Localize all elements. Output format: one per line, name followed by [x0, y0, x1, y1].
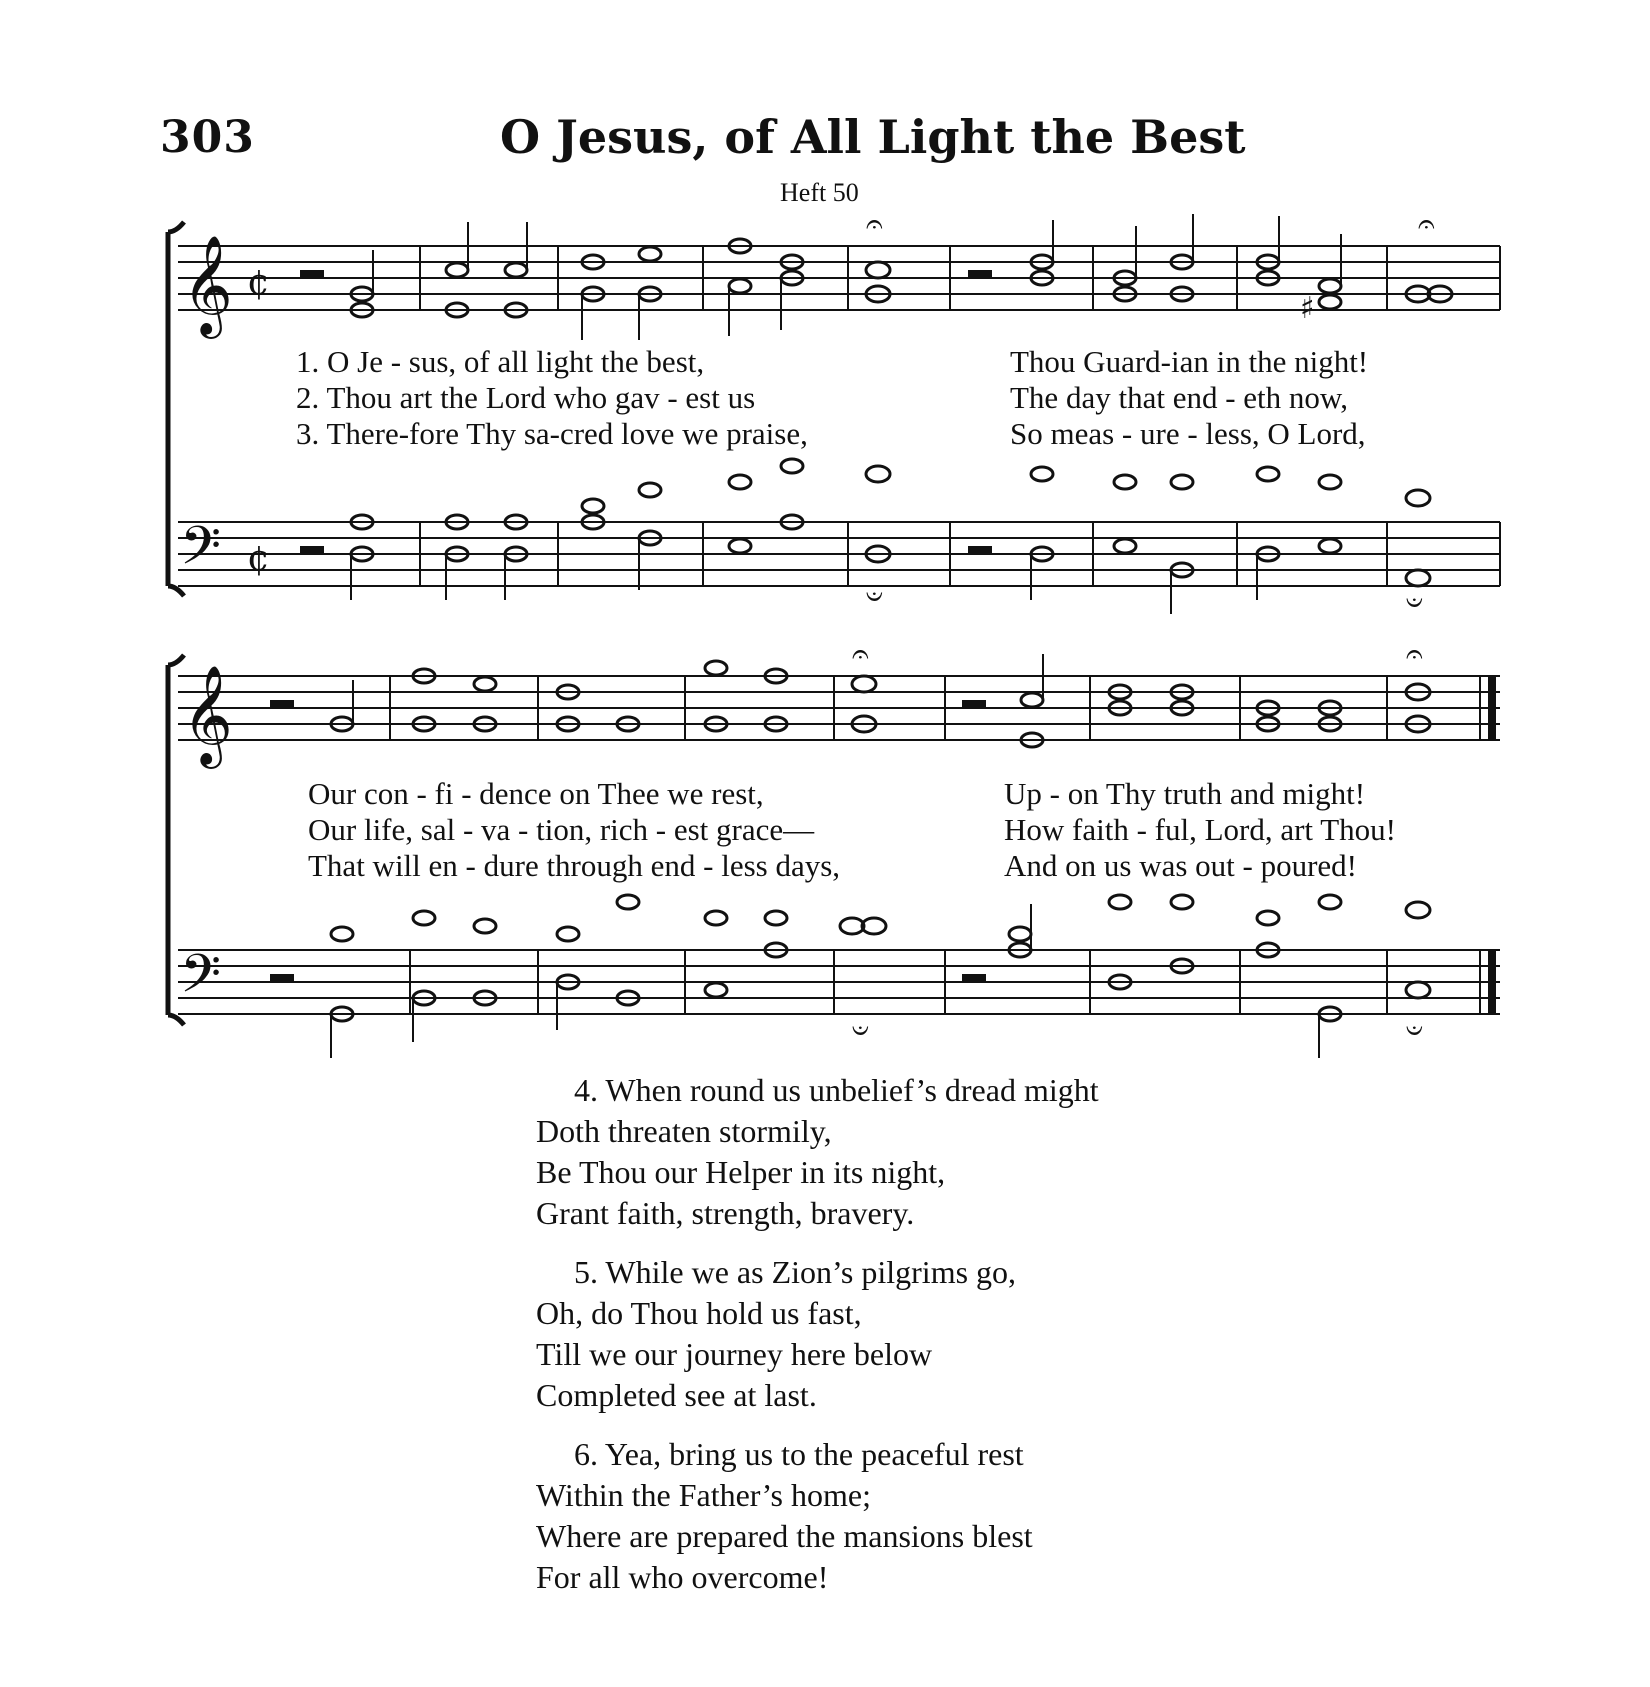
- verse-1-line-b: Thou Guard-ian in the night!: [1010, 344, 1369, 379]
- verse-3-line-c: That will en - dure through end - less days,: [308, 848, 841, 883]
- stanza-line: Till we our journey here below: [536, 1336, 933, 1372]
- stanza-5: [536, 1252, 1016, 1416]
- half-rest-icon: [962, 700, 986, 708]
- fermata-below-icon: 𝄑: [1406, 585, 1423, 620]
- final-barline: [1480, 676, 1492, 1014]
- verse-3-line-a: 3. There-fore Thy sa-cred love we praise,: [296, 416, 808, 451]
- bass-notes-2: [331, 895, 1430, 1021]
- stanza-4: [536, 1070, 1099, 1234]
- verse-2-line-b: The day that end - eth now,: [1010, 380, 1349, 415]
- stanza-line: Grant faith, strength, bravery.: [536, 1195, 915, 1231]
- half-rest-icon: [300, 546, 324, 554]
- stanza-line: 6. Yea, bring us to the peaceful rest: [574, 1436, 1024, 1472]
- verse-1-line-c: Our con - fi - dence on Thee we rest,: [308, 776, 764, 811]
- sharp-icon: ♯: [1300, 291, 1315, 326]
- bass-staff: [178, 950, 1500, 1014]
- bass-clef-icon: 𝄢: [180, 516, 222, 590]
- stanza-line: 4. When round us unbelief’s dread might: [574, 1072, 1099, 1108]
- stanza-6: [536, 1434, 1033, 1598]
- verse-2-line-d: How faith - ful, Lord, art Thou!: [1004, 812, 1396, 847]
- half-rest-icon: [968, 546, 992, 554]
- half-rest-icon: [962, 974, 986, 982]
- cut-time-icon: ¢: [247, 262, 270, 303]
- fermata-icon: 𝄐: [852, 637, 869, 672]
- stanza-line: Where are prepared the mansions blest: [536, 1518, 1033, 1554]
- verse-3-line-b: So meas - ure - less, O Lord,: [1010, 416, 1366, 451]
- treble-stems-2: [353, 654, 1043, 724]
- fermata-below-icon: 𝄑: [1406, 1013, 1423, 1048]
- half-rest-icon: [270, 974, 294, 982]
- half-rest-icon: [270, 700, 294, 708]
- treble-clef-icon: 𝄞: [182, 665, 233, 765]
- stanza-line: 5. While we as Zion’s pilgrims go,: [574, 1254, 1017, 1290]
- verse-2-line-a: 2. Thou art the Lord who gav - est us: [296, 380, 756, 415]
- fermata-below-icon: 𝄑: [866, 579, 883, 614]
- fermata-icon: 𝄐: [1418, 207, 1435, 242]
- hymn-title: O Jesus, of All Light the Best: [500, 110, 1246, 164]
- stanza-line: Within the Father’s home;: [536, 1477, 871, 1513]
- cut-time-icon: ¢: [247, 538, 270, 579]
- verse-1-line-a: 1. O Je - sus, of all light the best,: [296, 344, 705, 379]
- stanza-line: For all who overcome!: [536, 1559, 829, 1595]
- stanza-line: Be Thou our Helper in its night,: [536, 1154, 946, 1190]
- stanza-line: Completed see at last.: [536, 1377, 817, 1413]
- treble-notes-2: [331, 661, 1430, 747]
- half-rest-icon: [968, 270, 992, 278]
- fermata-icon: 𝄐: [1406, 637, 1423, 672]
- hymn-number: 303: [160, 112, 255, 163]
- bass-staff: [178, 522, 1500, 586]
- verse-2-line-c: Our life, sal - va - tion, rich - est grace—: [308, 812, 815, 847]
- verse-3-line-d: And on us was out - poured!: [1004, 848, 1358, 883]
- half-rest-icon: [300, 270, 324, 278]
- stanza-line: Doth threaten stormily,: [536, 1113, 832, 1149]
- tune-name: Heft 50: [780, 178, 859, 207]
- stanza-line: Oh, do Thou hold us fast,: [536, 1295, 862, 1331]
- fermata-icon: 𝄐: [866, 207, 883, 242]
- fermata-below-icon: 𝄑: [852, 1013, 869, 1048]
- treble-clef-icon: 𝄞: [182, 235, 233, 335]
- treble-staff: [178, 676, 1500, 740]
- bass-stems-1: [351, 538, 1257, 614]
- verse-1-line-d: Up - on Thy truth and might!: [1004, 776, 1366, 811]
- bass-clef-icon: 𝄢: [180, 944, 222, 1018]
